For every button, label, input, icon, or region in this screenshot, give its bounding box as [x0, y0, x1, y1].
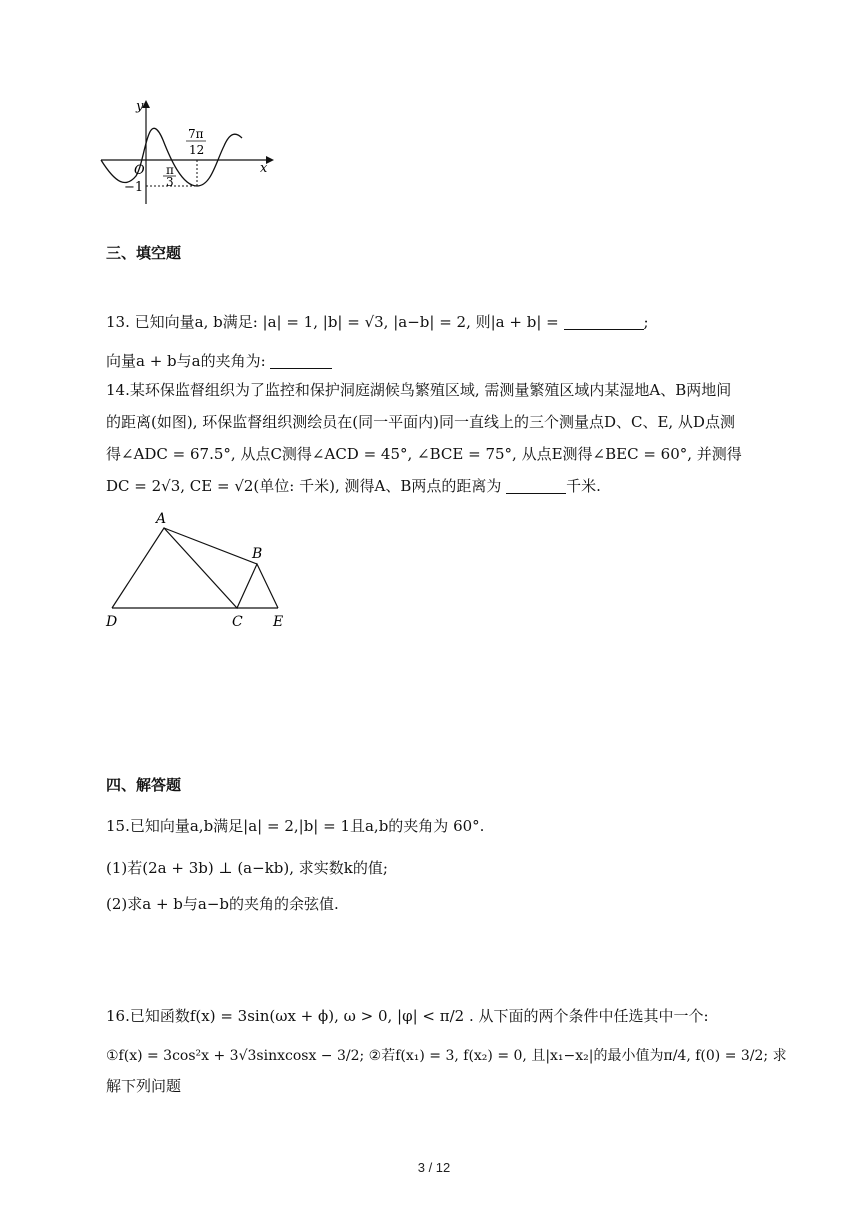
- q13-line1: [106, 311, 649, 333]
- section3-title: 三、填空题: [106, 244, 182, 262]
- 7pi12-den: 12: [189, 143, 205, 157]
- q13-end: ;: [643, 313, 649, 331]
- q14-blank: [506, 477, 566, 494]
- point-A: A: [156, 511, 167, 527]
- q13-text: 13. 已知向量a, b满足: |a| = 1, |b| = √3, |a−b| = 2, 则|a + b| =: [106, 313, 559, 331]
- q14-line3: 得∠ADC = 67.5°, 从点C测得∠ACD = 45°, ∠BCE = 75°, 从点E测得∠BEC = 60°, 并测得: [106, 445, 742, 463]
- q13-blank2: [270, 352, 332, 369]
- q16-line1: 16.已知函数f(x) = 3sin(ωx + ϕ), ω > 0, |φ| < π/2 . 从下面的两个条件中任选其中一个:: [106, 1007, 709, 1025]
- q14-end: 千米.: [566, 477, 601, 495]
- point-B: B: [252, 546, 263, 562]
- triangle-figure: [100, 508, 300, 633]
- point-C: C: [232, 614, 243, 630]
- origin-label: O: [134, 163, 145, 178]
- q13-blank1: [564, 313, 644, 330]
- page-number: 3 / 12: [417, 1160, 451, 1175]
- point-E: E: [273, 614, 284, 630]
- q15-line2: (1)若(2a + 3b) ⊥ (a−kb), 求实数k的值;: [106, 859, 388, 877]
- point-D: D: [106, 614, 118, 630]
- q15-line3: (2)求a + b与a−b的夹角的余弦值.: [106, 895, 339, 913]
- x-axis-label: x: [260, 161, 268, 176]
- pi3-num: π: [166, 163, 174, 177]
- q16-line3: 解下列问题: [106, 1077, 182, 1095]
- minus-one-label: −1: [124, 180, 144, 195]
- sine-graph: [96, 96, 276, 208]
- y-axis-label: y: [136, 99, 144, 114]
- 7pi12-num: 7π: [188, 127, 204, 141]
- line-AB: [164, 528, 257, 564]
- section4-title: 四、解答题: [106, 776, 182, 794]
- q16-line2: ①f(x) = 3cos²x + 3√3sinxcosx − 3/2; ②若f(x₁) = 3, f(x₂) = 0, 且|x₁−x₂|的最小值为π/4, f(0) = 3/2; 求: [106, 1048, 787, 1064]
- q14-line4: [106, 475, 601, 497]
- q14-line1: 14.某环保监督组织为了监控和保护洞庭湖候鸟繁殖区域, 需测量繁殖区域内某湿地A、B两地间: [106, 381, 732, 399]
- q14-line2: 的距离(如图), 环保监督组织测绘员在(同一平面内)同一直线上的三个测量点D、C、E, 从D点测: [106, 413, 735, 431]
- pi3-den: 3: [166, 175, 174, 189]
- q13-text2: 向量a + b与a的夹角为:: [106, 352, 266, 370]
- q14-text4: DC = 2√3, CE = √2(单位: 千米), 测得A、B两点的距离为: [106, 477, 502, 495]
- q15-line1: 15.已知向量a,b满足|a| = 2,|b| = 1且a,b的夹角为 60°.: [106, 817, 485, 835]
- q13-line2: [106, 350, 332, 372]
